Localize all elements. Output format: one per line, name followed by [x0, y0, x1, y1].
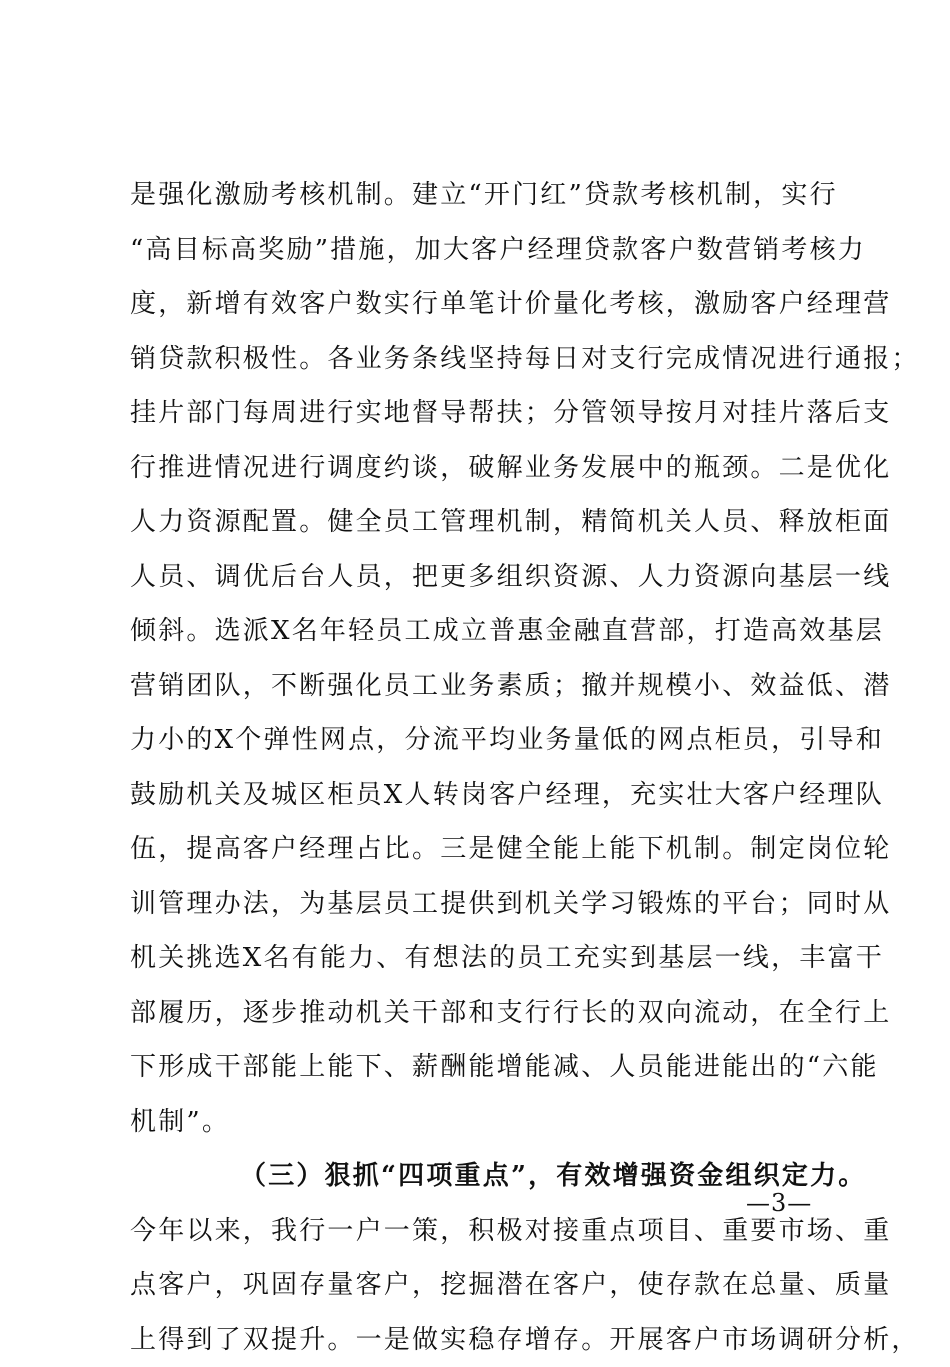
text-line: 鼓励机关及城区柜员X人转岗客户经理，充实壮大客户经理队: [130, 768, 830, 823]
text-line: 销贷款积极性。各业务条线坚持每日对支行完成情况进行通报；: [130, 332, 830, 387]
text-line: 人力资源配置。健全员工管理机制，精简机关人员、释放柜面: [130, 495, 830, 550]
body-text: [130, 168, 830, 1367]
text-line: 挂片部门每周进行实地督导帮扶；分管领导按月对挂片落后支: [130, 386, 830, 441]
page-number: —3—: [746, 1188, 812, 1218]
text-line: 下形成干部能上能下、薪酬能增能减、人员能进能出的“六能: [130, 1040, 830, 1095]
text-line: 伍，提高客户经理占比。三是健全能上能下机制。制定岗位轮: [130, 822, 830, 877]
text-line: 上得到了双提升。一是做实稳存增存。开展客户市场调研分析，: [130, 1313, 830, 1367]
text-line: 力小的X个弹性网点，分流平均业务量低的网点柜员，引导和: [130, 713, 830, 768]
text-line: 点客户，巩固存量客户，挖掘潜在客户，使存款在总量、质量: [130, 1258, 830, 1313]
text-line: 倾斜。选派X名年轻员工成立普惠金融直营部，打造高效基层: [130, 604, 830, 659]
text-line: 机制”。: [130, 1095, 830, 1150]
text-line: 训管理办法，为基层员工提供到机关学习锻炼的平台；同时从: [130, 877, 830, 932]
text-line: 部履历，逐步推动机关干部和支行行长的双向流动，在全行上: [130, 986, 830, 1041]
text-line: 营销团队，不断强化员工业务素质；撤并规模小、效益低、潜: [130, 659, 830, 714]
text-line: 度，新增有效客户数实行单笔计价量化考核，激励客户经理营: [130, 277, 830, 332]
text-line: 机关挑选X名有能力、有想法的员工充实到基层一线，丰富干: [130, 931, 830, 986]
text-line: 是强化激励考核机制。建立“开门红”贷款考核机制，实行: [130, 168, 830, 223]
section-heading: （三）狠抓“四项重点”，有效增强资金组织定力。: [130, 1149, 830, 1204]
text-line: 今年以来，我行一户一策，积极对接重点项目、重要市场、重: [130, 1204, 830, 1259]
text-line: 行推进情况进行调度约谈，破解业务发展中的瓶颈。二是优化: [130, 441, 830, 496]
text-line: 人员、调优后台人员，把更多组织资源、人力资源向基层一线: [130, 550, 830, 605]
text-line: “高目标高奖励”措施，加大客户经理贷款客户数营销考核力: [130, 223, 830, 278]
